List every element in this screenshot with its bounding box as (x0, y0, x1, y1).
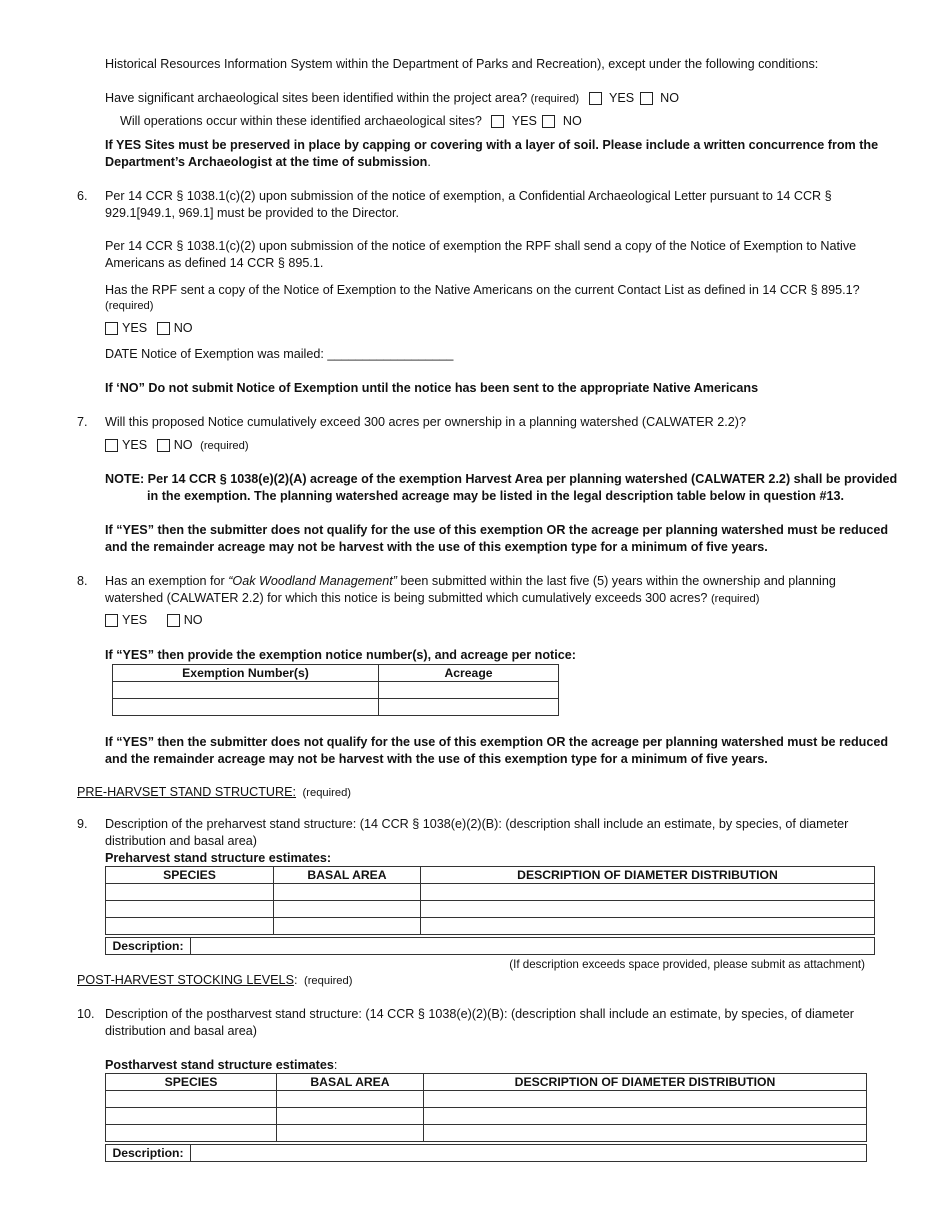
arch-note-line-1: If YES Sites must be preserved in place by capping or covering with a layer of soil. Please include a written concurrence from the (105, 138, 879, 152)
q10-description-row (105, 1144, 867, 1162)
table-cell[interactable] (106, 918, 274, 935)
table-row (113, 699, 559, 716)
q6-p2-line-2: Americans as defined 14 CCR § 895.1. (105, 256, 324, 270)
q9-description-row (105, 937, 875, 955)
arch-q2-text: Will operations occur within these identified archaeological sites? (120, 114, 482, 128)
q10-number: 10. (77, 1007, 95, 1021)
pre-harvest-heading (77, 784, 351, 802)
table-cell[interactable] (277, 1091, 424, 1108)
table-row (106, 1091, 867, 1108)
arch-q1-text: Have significant archaeological sites been identified within the project area? (105, 91, 528, 105)
arch-q2-yes-checkbox[interactable] (491, 115, 504, 128)
table-cell[interactable] (113, 699, 379, 716)
q7-no-label: NO (173, 438, 193, 452)
q8-required: (required) (710, 593, 760, 605)
arch-q1-yes-checkbox[interactable] (589, 92, 602, 105)
q10-header-species: SPECIES (106, 1074, 277, 1091)
q9-table-label: Preharvest stand structure estimates: (105, 851, 332, 865)
q9-description-label: Description: (106, 938, 191, 955)
q8-q-line-2-text: watershed (CALWATER 2.2) for which this notice is being submitted which cumulatively exceeds 300 acres? (105, 591, 708, 605)
table-row (106, 884, 875, 901)
table-cell[interactable] (106, 901, 274, 918)
post-harvest-colon: : (293, 973, 298, 987)
table-cell[interactable] (106, 1125, 277, 1142)
table-row (106, 901, 875, 918)
q6-p2-line-1: Per 14 CCR § 1038.1(c)(2) upon submission of the notice of exemption the RPF shall send a copy of the Notice of Exemption to Native (105, 239, 857, 253)
q10-line-2: distribution and basal area) (105, 1024, 257, 1038)
q6-p3-required: (required) (105, 300, 154, 312)
q7-yes-no (103, 437, 249, 455)
q8-number: 8. (77, 574, 88, 588)
table-cell[interactable] (379, 682, 559, 699)
arch-q2-no-checkbox[interactable] (542, 115, 555, 128)
table-row (106, 918, 875, 935)
q8-yes-checkbox[interactable] (105, 614, 118, 627)
table-cell[interactable] (421, 901, 875, 918)
q7-required: (required) (200, 440, 249, 452)
q9-preharvest-table (105, 866, 875, 935)
q9-number: 9. (77, 817, 88, 831)
arch-q2-yes-label: YES (511, 114, 537, 128)
arch-note-line-2 (105, 154, 431, 171)
q9-description-field[interactable] (191, 938, 875, 955)
arch-q1-required: (required) (530, 93, 580, 105)
intro-line: Historical Resources Information System within the Department of Parks and Recreation), except under the following conditions: (105, 57, 819, 71)
table-cell[interactable] (277, 1108, 424, 1125)
table-cell[interactable] (274, 918, 421, 935)
q8-yes-no (103, 612, 203, 629)
q8-header-acreage: Acreage (379, 665, 559, 682)
table-cell[interactable] (274, 901, 421, 918)
q6-no-checkbox[interactable] (157, 322, 170, 335)
table-row (106, 1108, 867, 1125)
q10-header-basal-area: BASAL AREA (277, 1074, 424, 1091)
table-cell[interactable] (424, 1108, 867, 1125)
q10-description-field[interactable] (191, 1145, 867, 1162)
q9-line-2: distribution and basal area) (105, 834, 257, 848)
q9-header-basal-area: BASAL AREA (274, 867, 421, 884)
pre-harvest-required: (required) (302, 787, 352, 799)
table-cell[interactable] (106, 884, 274, 901)
q10-table-label (105, 1057, 337, 1074)
arch-question-1 (105, 90, 679, 108)
q7-warning-line-2: and the remainder acreage may not be harvest with the use of this exemption type for a minimum of five years. (105, 540, 768, 554)
table-row (106, 1125, 867, 1142)
table-cell[interactable] (106, 1108, 277, 1125)
q8-warning-line-2: and the remainder acreage may not be harvest with the use of this exemption type for a minimum of five years. (105, 752, 768, 766)
post-harvest-heading-text: POST-HARVEST STOCKING LEVELS (77, 973, 294, 987)
table-cell[interactable] (421, 918, 875, 935)
q6-p1-line-2: 929.1[949.1, 969.1] must be provided to the Director. (105, 206, 400, 220)
pre-harvest-heading-text: PRE-HARVSET STAND STRUCTURE: (77, 785, 297, 799)
q8-yes-label: YES (122, 613, 148, 627)
q7-number: 7. (77, 415, 88, 429)
q8-no-checkbox[interactable] (167, 614, 180, 627)
q7-note-line-2: in the exemption. The planning watershed acreage may be listed in the legal description table below in question #13. (147, 489, 845, 503)
q9-header-species: SPECIES (106, 867, 274, 884)
q8-no-label: NO (183, 613, 203, 627)
q10-postharvest-table (105, 1073, 867, 1142)
q9-line-1: Description of the preharvest stand structure: (14 CCR § 1038(e)(2)(B): (description shall include an estimate, by species, of diameter (105, 817, 849, 831)
q10-line-1: Description of the postharvest stand structure: (14 CCR § 1038(e)(2)(B): (description shall include an estimate, by species, of diameter (105, 1007, 854, 1021)
q6-p1-line-1: Per 14 CCR § 1038.1(c)(2) upon submission of the notice of exemption, a Confidential Archaeological Letter pursuant to 14 CCR § (105, 189, 832, 203)
q8-q-start: Has an exemption for (105, 574, 229, 588)
q7-yes-label: YES (122, 438, 148, 452)
arch-q2-no-label: NO (562, 114, 582, 128)
q8-question-line-2 (105, 590, 759, 608)
q7-yes-checkbox[interactable] (105, 439, 118, 452)
q8-table-label: If “YES” then provide the exemption notice number(s), and acreage per notice: (105, 648, 576, 662)
table-cell[interactable] (421, 884, 875, 901)
table-cell[interactable] (424, 1125, 867, 1142)
table-cell[interactable] (379, 699, 559, 716)
q8-exemption-table (112, 664, 559, 716)
arch-note-period: . (427, 155, 431, 169)
arch-note-line-2-text: Department’s Archaeologist at the time of submission (105, 155, 428, 169)
arch-question-2 (120, 113, 582, 130)
q10-description-label: Description: (106, 1145, 191, 1162)
q8-question-line-1 (105, 573, 836, 590)
q6-p3-line-1: Has the RPF sent a copy of the Notice of Exemption to the Native Americans on the current Contact List as defined in 14 CCR § 895.1? (105, 283, 860, 297)
q6-yes-label: YES (122, 321, 148, 335)
q6-date-mailed[interactable]: DATE Notice of Exemption was mailed: __________________ (105, 347, 454, 361)
q6-no-label: NO (173, 321, 193, 335)
q7-warning-line-1: If “YES” then the submitter does not qualify for the use of this exemption OR the acreage per planning watershed must be reduced (105, 523, 889, 537)
table-cell[interactable] (106, 1091, 277, 1108)
q8-header-exemption-number: Exemption Number(s) (113, 665, 379, 682)
post-harvest-heading (77, 972, 352, 990)
arch-q1-no-label: NO (660, 91, 680, 105)
table-row (113, 682, 559, 699)
q7-question: Will this proposed Notice cumulatively exceed 300 acres per ownership in a planning watershed (CALWATER 2.2)? (105, 415, 746, 429)
q7-no-checkbox[interactable] (157, 439, 170, 452)
q6-yes-checkbox[interactable] (105, 322, 118, 335)
table-cell[interactable] (274, 884, 421, 901)
q10-header-diameter: DESCRIPTION OF DIAMETER DISTRIBUTION (424, 1074, 867, 1091)
arch-q1-yes-label: YES (608, 91, 635, 105)
q8-warning-line-1: If “YES” then the submitter does not qualify for the use of this exemption OR the acreage per planning watershed must be reduced (105, 735, 889, 749)
q9-header-diameter: DESCRIPTION OF DIAMETER DISTRIBUTION (421, 867, 875, 884)
post-harvest-required: (required) (303, 975, 353, 987)
q8-q-italic: “Oak Woodland Management” (228, 574, 397, 588)
q9-attachment-note: (If description exceeds space provided, please submit as attachment) (509, 958, 865, 971)
table-cell[interactable] (113, 682, 379, 699)
q10-table-label-colon: : (333, 1058, 338, 1072)
arch-q1-no-checkbox[interactable] (640, 92, 653, 105)
q6-number: 6. (77, 189, 88, 203)
q6-yes-no (103, 320, 193, 337)
table-cell[interactable] (277, 1125, 424, 1142)
q7-note-line-1: NOTE: Per 14 CCR § 1038(e)(2)(A) acreage of the exemption Harvest Area per planning watershed (CALWATER 2.2) shall be provided (105, 472, 898, 486)
q8-q-end: been submitted within the last five (5) years within the ownership and planning (396, 574, 836, 588)
q10-table-label-text: Postharvest stand structure estimates (105, 1058, 334, 1072)
table-cell[interactable] (424, 1091, 867, 1108)
q6-warning: If ‘NO” Do not submit Notice of Exemption until the notice has been sent to the appropriate Native Americans (105, 381, 759, 395)
